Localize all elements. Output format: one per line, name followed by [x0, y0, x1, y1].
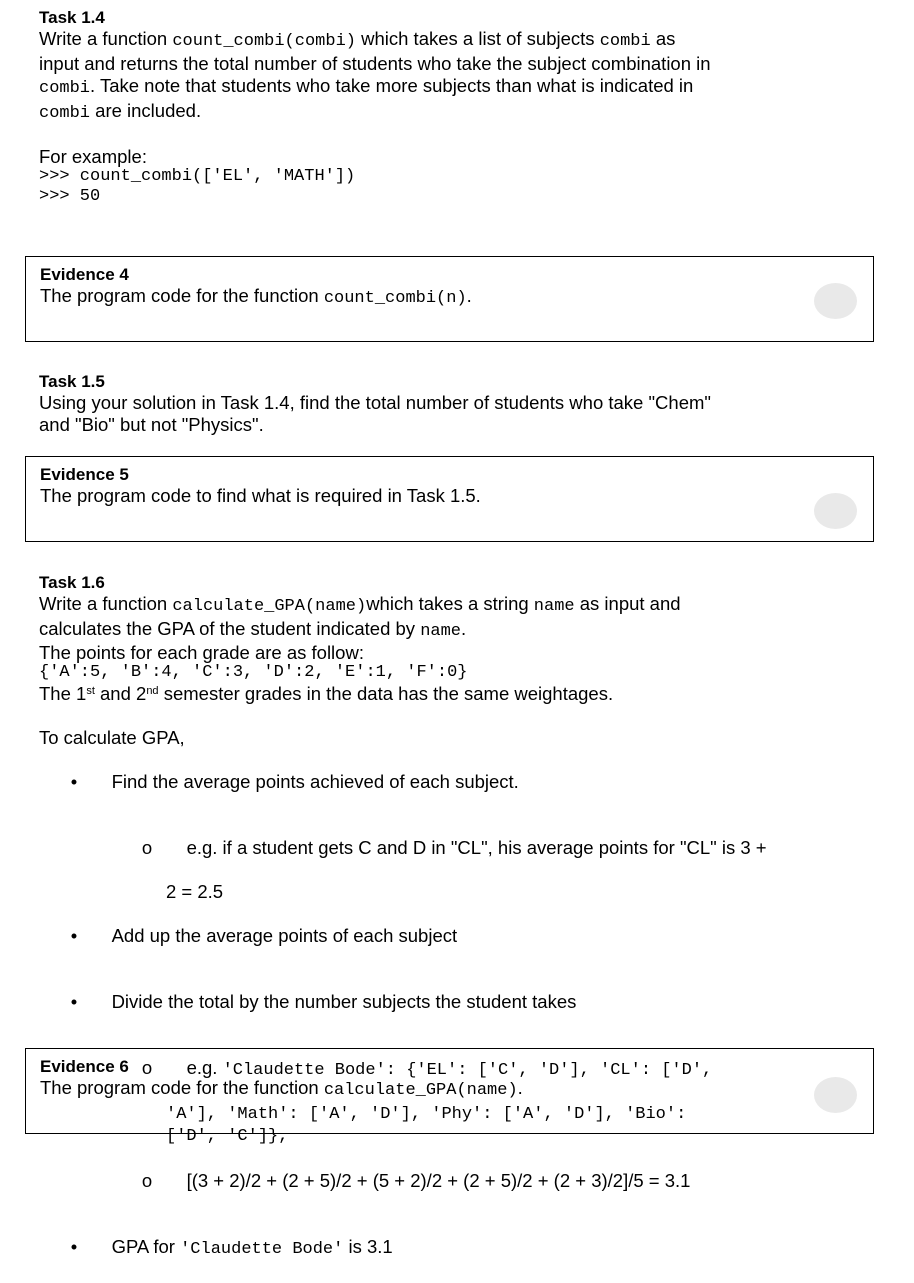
task-1-6-line-1: Write a function calculate_GPA(name)which takes a string name as input and: [39, 593, 681, 616]
calc-intro: To calculate GPA,: [39, 727, 185, 748]
task-1-6-title: Task 1.6: [39, 573, 105, 592]
sub-bullet-icon: o: [141, 1057, 153, 1078]
bullet-icon: •: [70, 771, 78, 792]
task-1-4-line-4: combi are included.: [39, 100, 202, 123]
sub-bullet-code-continuation: ['D', 'C']},: [166, 1127, 289, 1146]
sub-bullet-code-continuation: 'A'], 'Math': ['A', 'D'], 'Phy': ['A', 'D'], 'Bio':: [166, 1105, 687, 1124]
sub-bullet-item: o e.g. 'Claudette Bode': {'EL': ['C', 'D'], 'CL': ['D',: [141, 1057, 713, 1080]
bullet-item: • GPA for 'Claudette Bode' is 3.1: [39, 1214, 879, 1283]
sub-bullet-icon: o: [141, 837, 153, 858]
task-1-5-section: [39, 372, 879, 436]
example-code-line-2: >>> 50: [39, 187, 101, 206]
task-1-4-line-2: input and returns the total number of students who take the subject combination in: [39, 53, 711, 74]
task-1-4-section: [39, 8, 879, 207]
smudge-mark: [814, 1077, 857, 1113]
example-label: For example:: [39, 146, 147, 167]
bullet-icon: •: [70, 1236, 78, 1257]
bullet-icon: •: [70, 991, 78, 1012]
bullet-item: • Add up the average points of each subject: [39, 903, 879, 969]
evidence-4-box: [25, 256, 874, 342]
bullet-item: • Find the average points achieved of each subject.: [39, 749, 879, 815]
evidence-5-box: [25, 456, 874, 542]
task-1-5-line-1: Using your solution in Task 1.4, find the total number of students who take "Chem": [39, 392, 711, 413]
bullet-item: • Divide the total by the number subjects the student takes: [39, 969, 879, 1035]
sub-bullet-continuation: 2 = 2.5: [166, 881, 224, 902]
evidence-4-title: Evidence 4: [40, 265, 129, 284]
task-1-5-line-2: and "Bio" but not "Physics".: [39, 414, 264, 435]
task-1-6-section: [39, 573, 879, 1283]
task-1-4-line-3: combi. Take note that students who take more subjects than what is indicated in: [39, 75, 694, 98]
task-1-6-line-3: The points for each grade are as follow:: [39, 642, 364, 663]
evidence-6-text: The program code for the function calculate_GPA(name).: [40, 1077, 523, 1100]
example-code-line-1: >>> count_combi(['EL', 'MATH']): [39, 167, 356, 186]
task-1-4-title: Task 1.4: [39, 8, 105, 27]
task-1-5-title: Task 1.5: [39, 372, 105, 391]
evidence-4-text: The program code for the function count_combi(n).: [40, 285, 472, 308]
evidence-5-text: The program code to find what is required in Task 1.5.: [40, 485, 481, 506]
sub-bullet-item: o [(3 + 2)/2 + (2 + 5)/2 + (5 + 2)/2 + (2 + 5)/2 + (2 + 3)/2]/5 = 3.1: [141, 1170, 691, 1191]
task-1-6-line-5: The 1st and 2nd semester grades in the data has the same weightages.: [39, 683, 614, 704]
evidence-6-title: Evidence 6: [40, 1057, 129, 1076]
grade-points-dict: {'A':5, 'B':4, 'C':3, 'D':2, 'E':1, 'F':0}: [39, 663, 468, 682]
task-1-4-line-1: Write a function count_combi(combi) which takes a list of subjects combi as: [39, 28, 676, 51]
evidence-5-title: Evidence 5: [40, 465, 129, 484]
task-1-6-line-2: calculates the GPA of the student indicated by name.: [39, 618, 467, 641]
sub-bullet-item: o e.g. if a student gets C and D in "CL", his average points for "CL" is 3 +: [141, 837, 767, 858]
bullet-icon: •: [70, 925, 78, 946]
smudge-mark: [814, 493, 857, 529]
sub-bullet-icon: o: [141, 1170, 153, 1191]
smudge-mark: [814, 283, 857, 319]
evidence-6-box: [25, 1048, 874, 1134]
